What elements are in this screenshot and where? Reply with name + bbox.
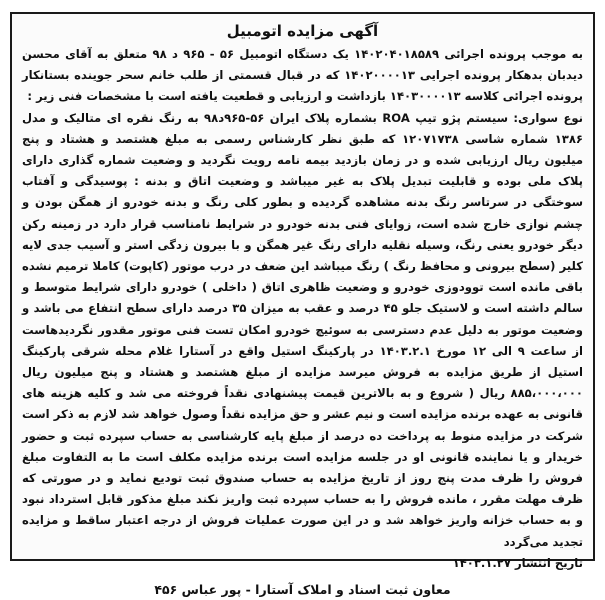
notice-signature: معاون ثبت اسناد و املاک آستارا - پور عباس ۴۵۶ [154,582,451,598]
notice-publish-date: تاریخ انتشار ۱۴۰۳.۱.۲۷ [452,555,583,570]
notice-paragraph-intro: به موجب پرونده اجرائی ۱۴۰۲۰۴۰۱۸۵۸۹ یک دستگاه اتومبیل ۵۶ - ۹۶۵ د ۹۸ متعلق به آقای محسن دیدبان بدهکار پرونده اجرایی ۱۴۰۲۰۰۰۰۱۳ که در قبال قسمتی از طلب خانم سحر جوینده بستانکار پرونده اجرائی کلاسه ۱۴۰۳۰۰۰۰۱۳ بازداشت و ارزیابی و قطعیت یافته است با مشخصات فنی زیر : [22,47,583,104]
notice-paragraph-specs: نوع سواری: سیستم پژو تیپ ROA بشماره پلاک ایران ۵۶-۹۶۵د۹۸ به رنگ نقره ای متالیک و مدل ۱۳۸۶ شماره شاسی ۱۲۰۷۱۷۳۸ که طبق نظر کارشناس رسمی به مبلغ هشتصد و هشتاد و پنج میلیون ریال ارزیابی شده و در زمان بازدید بیمه نامه رویت نگردید و وضعیت شماره گذاری دارای پلاک ملی بوده و قابلیت تبدیل پلاک به غیر میباشد و وضعیت اتاق و بدنه : پوسیدگی و آفتاب سوختگی در سرتاسر رنگ بدنه مشاهده گردیده و بطور کلی رنگ و بدنه خودرو از همگن بودن و چشم نوازی خارج شده است، زوایای فنی بدنه خودرو در شرایط نامناسب قرار دارد در زمینه رکن دیگر خودرو یعنی رنگ، وسیله نقلیه دارای رنگ غیر همگن و با بیرون زدگی استر و آسیب جدی لایه کلیر (سطح بیرونی و محافظ رنگ ) رنگ میباشد این ضعف در درب موتور (کاپوت) کاملا ترمیم نشده باقی مانده است توودوزی خودرو و وضعیت ظاهری اتاق ( داخلی ) خودرو دارای شرایط متوسط و سالم داشته است و لاستیک جلو ۴۵ درصد و عقب به میزان ۳۵ درصد دارای سطح انتفاع می باشد و وضعیت موتور به دلیل عدم دسترسی به سوئیچ خودرو امکان تست فنی موتور مقدور نگردیدهاست از ساعت ۹ الی ۱۲ مورخ ۱۴۰۳.۲.۱ در پارکینگ استیل واقع در آستارا غلام محله شرقی پارکینگ استیل از طریق مزایده به فروش میرسد مزایده از مبلغ هشتصد و هشتاد و پنج میلیون ریال ۸۸۵،۰۰۰،۰۰۰ ریال ( شروع و به بالاترین قیمت پیشنهادی نقداً فروخته می شد و کلیه هزینه های قانونی به عهده برنده مزایده است و نیم عشر و حق مزایده نقداً وصول خواهد شد لازم به ذکر است شرکت در مزایده منوط به پرداخت ده درصد از مبلغ پایه کارشناسی به حساب سپرده ثبت و حضور خریدار و یا نماینده قانونی او در جلسه مزایده است برنده مزایده مکلف است ما به التفاوت مبلغ فروش را ظرف مدت پنج روز از تاریخ مزایده به حساب صندوق ثبت تودیع نماید و در صورتی که ظرف مهلت مقرر ، مانده فروش را به حساب سپرده ثبت واریز نکند مبلغ مذکور قابل استرداد نبود و به حساب خزانه واریز خواهد شد و در این صورت عملیات فروش از درجه اعتبار ساقط و مزایده تجدید می‌گردد [22,110,584,549]
notice-title: آگهی مزایده اتومبیل [226,22,379,40]
auction-notice [10,12,595,598]
notice-body [22,44,583,574]
